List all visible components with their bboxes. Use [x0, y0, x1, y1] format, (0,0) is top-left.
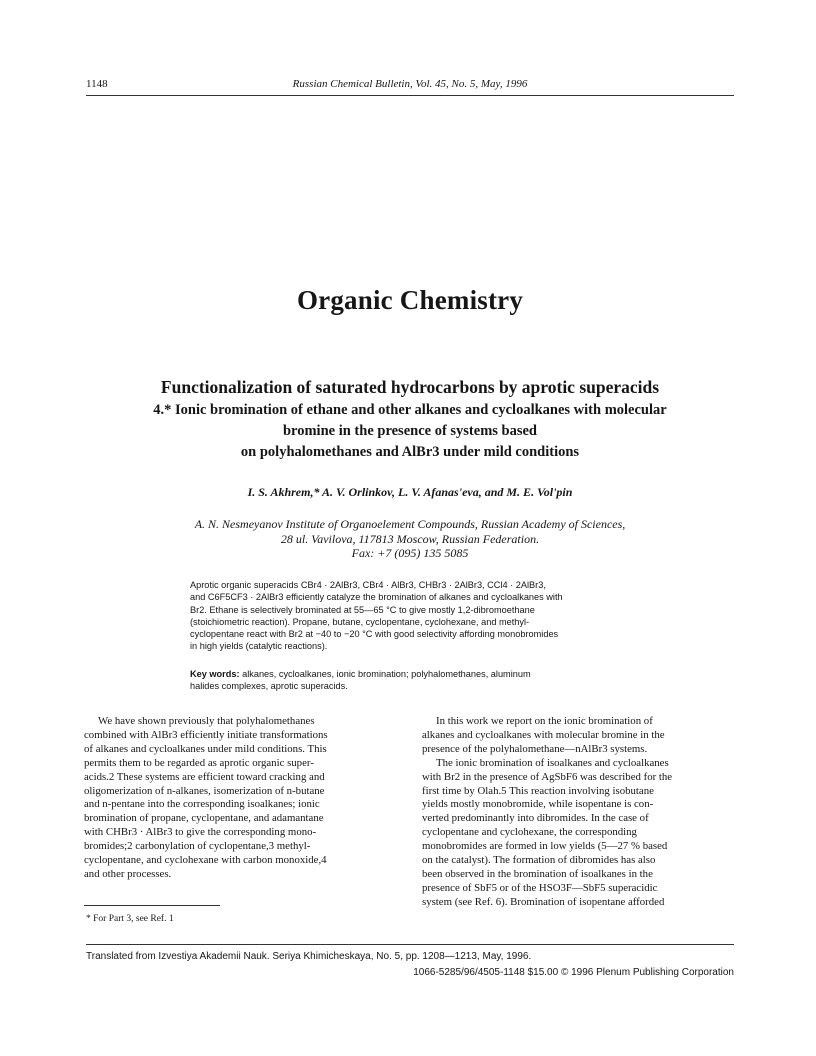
- keywords-text: alkanes, cycloalkanes, ionic bromination; polyhalomethanes, aluminum: [239, 669, 531, 679]
- body-line: been observed in the bromination of isoalkanes in the: [422, 867, 653, 880]
- body-line: cyclopentane, and cyclohexane with carbon monoxide,4: [84, 854, 327, 867]
- translation-note: Translated from Izvestiya Akademii Nauk. Seriya Khimicheskaya, No. 5, pp. 1208—1213, May, 1996.: [86, 951, 532, 962]
- header-rule: [86, 95, 734, 96]
- keywords-line: [190, 668, 633, 680]
- body-line: first time by Olah.5 This reaction involving isobutane: [422, 784, 654, 797]
- body-line: of alkanes and cycloalkanes under mild conditions. This: [84, 742, 327, 755]
- author-list: I. S. Akhrem,* A. V. Orlinkov, L. V. Afanas'eva, and M. E. Vol'pin: [247, 485, 573, 499]
- keywords: [190, 668, 633, 693]
- body-line: on the catalyst). The formation of dibromides has also: [422, 854, 656, 867]
- body-line: oligomerization of n-alkanes, isomerization of n-butane: [84, 784, 325, 797]
- body-line: yields mostly monobromide, while isopentane is con-: [422, 798, 654, 811]
- body-line: with Br2 in the presence of AgSbF6 was described for the: [422, 770, 673, 783]
- paper-subtitle-line: on polyhalomethanes and AlBr3 under mild conditions: [240, 444, 580, 460]
- body-column-left: [84, 715, 396, 882]
- abstract-line: in high yields (catalytic reactions).: [190, 641, 328, 652]
- body-line: bromides;2 carbonylation of cyclopentane,3 methyl-: [84, 840, 311, 853]
- abstract-line: (stoichiometric reaction). Propane, butane, cyclopentane, cyclohexane, and methyl-: [190, 616, 530, 627]
- body-line: and n-pentane into the corresponding isoalkanes; ionic: [84, 798, 320, 811]
- body-line: combined with AlBr3 efficiently initiate transformations: [84, 728, 328, 741]
- page-number: 1148: [86, 78, 108, 90]
- affiliation-line: A. N. Nesmeyanov Institute of Organoelement Compounds, Russian Academy of Sciences,: [194, 517, 626, 531]
- body-line: presence of the polyhalomethane—nAlBr3 systems.: [422, 742, 648, 755]
- affiliation-line: 28 ul. Vavilova, 117813 Moscow, Russian Federation.: [280, 532, 540, 546]
- body-line: bromination of propane, cyclopentane, and adamantane: [84, 812, 324, 825]
- running-head: Russian Chemical Bulletin, Vol. 45, No. 5, May, 1996: [292, 78, 528, 90]
- copyright-line: 1066-5285/96/4505-1148 $15.00 © 1996 Plenum Publishing Corporation: [413, 967, 734, 978]
- section-heading: Organic Chemistry: [296, 285, 524, 315]
- body-column-right: [422, 715, 734, 910]
- abstract: [190, 579, 633, 653]
- body-line: with CHBr3 · AlBr3 to give the corresponding mono-: [84, 826, 317, 839]
- body-line: permits them to be regarded as aprotic organic super-: [84, 756, 314, 769]
- body-line: presence of SbF5 or of the HSO3F—SbF5 superacidic: [422, 881, 658, 894]
- abstract-line: Br2. Ethane is selectively brominated at 55—65 °C to give mostly 1,2-dibromoethane: [190, 604, 535, 615]
- abstract-line: cyclopentane react with Br2 at −40 to −20 °C with good selectivity affording monobromides: [190, 629, 559, 640]
- body-line: In this work we report on the ionic bromination of: [436, 715, 653, 727]
- body-line: acids.2 These systems are efficient toward cracking and: [84, 770, 325, 783]
- abstract-line: and C6F5CF3 · 2AlBr3 efficiently catalyze the bromination of alkanes and cycloalkanes with: [190, 592, 563, 603]
- body-line: monobromides are formed in low yields (5—27 % based: [422, 840, 668, 853]
- body-line: We have shown previously that polyhalomethanes: [98, 715, 315, 727]
- affiliation-line: Fax: +7 (095) 135 5085: [351, 546, 469, 560]
- footnote-rule: [84, 905, 220, 906]
- abstract-line: Aprotic organic superacids CBr4 · 2AlBr3, CBr4 · AlBr3, CHBr3 · 2AlBr3, CCl4 · 2AlBr3,: [190, 580, 546, 590]
- body-line: The ionic bromination of isoalkanes and cycloalkanes: [436, 756, 669, 769]
- body-line: alkanes and cycloalkanes with molecular bromine in the: [422, 728, 665, 741]
- paper-subtitle-line: bromine in the presence of systems based: [282, 423, 537, 439]
- body-line: verted predominantly into dibromides. In the case of: [422, 812, 649, 825]
- keywords-label: Key words:: [190, 669, 240, 679]
- body-line: cyclopentane and cyclohexane, the corresponding: [422, 826, 637, 839]
- keywords-line: halides complexes, aprotic superacids.: [190, 681, 348, 692]
- paper-title: Functionalization of saturated hydrocarbons by aprotic superacids: [160, 377, 660, 397]
- body-line: and other processes.: [84, 867, 172, 880]
- footer-rule: [86, 944, 734, 945]
- body-line: system (see Ref. 6). Bromination of isopentane afforded: [422, 895, 665, 908]
- paper-subtitle-line: 4.* Ionic bromination of ethane and other alkanes and cycloalkanes with molecular: [153, 402, 667, 418]
- footnote: * For Part 3, see Ref. 1: [86, 914, 174, 924]
